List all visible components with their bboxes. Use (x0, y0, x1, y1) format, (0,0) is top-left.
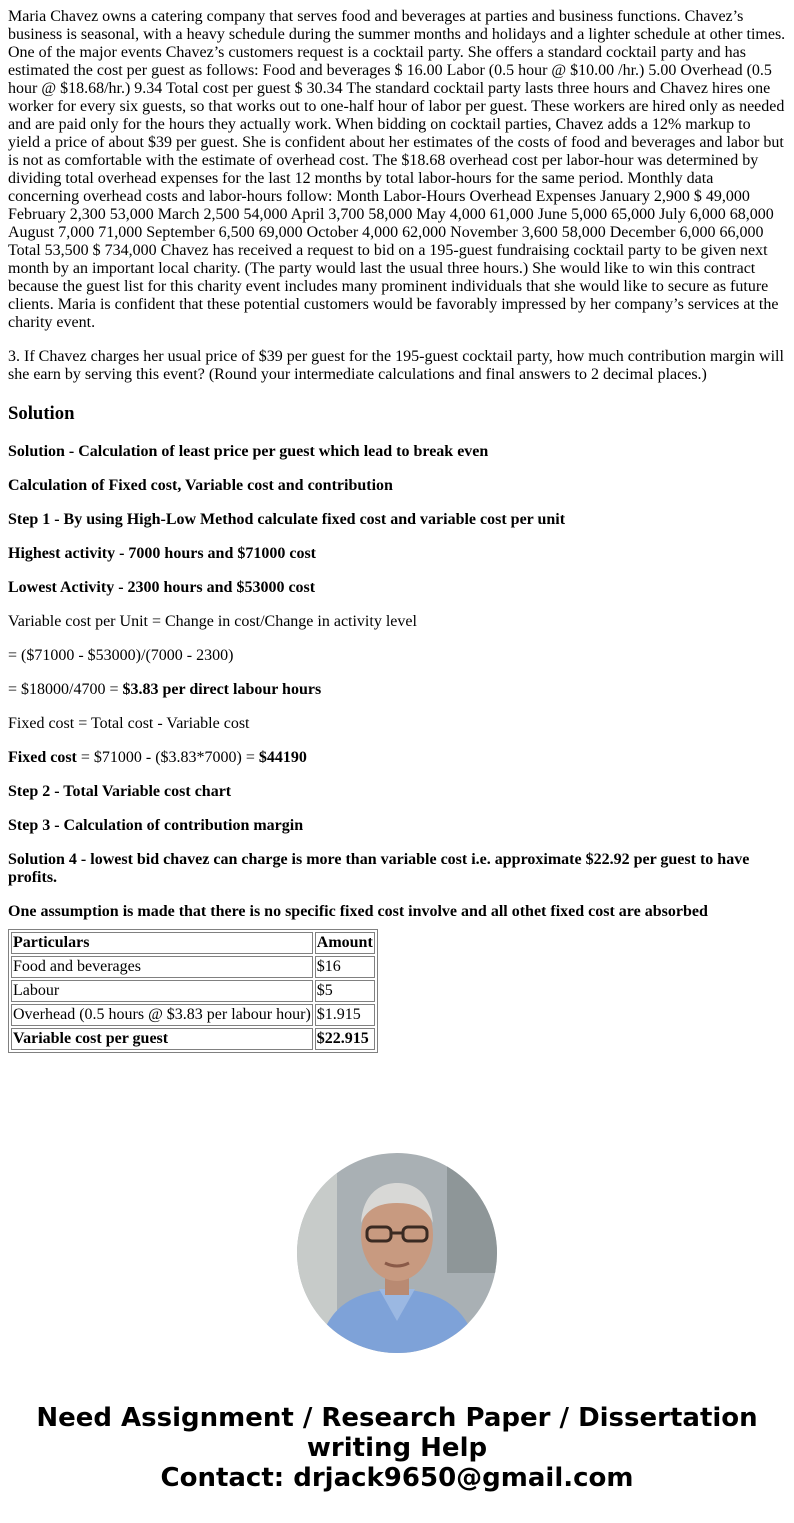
assumption: One assumption is made that there is no specific fixed cost involve and all othet fixed cost are absorbed (8, 903, 708, 920)
fc-calc: = $71000 - ($3.83*7000) = (76, 749, 259, 766)
table-row (11, 980, 375, 1002)
question-text: 3. If Chavez charges her usual price of $39 per guest for the 195-guest cocktail party, how much contribution margin will she earn by serving this event? (Round your intermediate calculations and final answers to 2 decimal places.) (8, 348, 784, 383)
step-3: Step 3 - Calculation of contribution margin (8, 817, 304, 834)
lowest-activity: Lowest Activity - 2300 hours and $53000 cost (8, 579, 316, 596)
promo-banner (0, 1403, 794, 1493)
promo-contact: Contact: drjack9650@gmail.com (160, 1463, 634, 1493)
variable-cost-result (8, 681, 786, 699)
table-cell: $1.915 (315, 1004, 375, 1026)
problem-text: Maria Chavez owns a catering company that serves food and beverages at parties and business functions. Chavez’s business is seasonal, with a heavy schedule during the summer months and holidays and a lighter schedule at other times. One of the major events Chavez’s customers request is a cocktail party. She offers a standard cocktail party and has estimated the cost per guest as follows: Food and beverages $ 16.00 Labor (0.5 hour @ $10.00 /hr.) 5.00 Overhead (0.5 hour @ $18.68/hr.) 9.34 Total cost per guest $ 30.34 The standard cocktail party lasts three hours and Chavez hires one worker for every six guests, so that works out to one-half hour of labor per guest. These workers are hired only as needed and are paid only for the hours they actually work. When bidding on cocktail parties, Chavez adds a 12% markup to yield a price of about $39 per guest. She is confident about her estimates of the costs of food and beverages and labor but is not as comfortable with the estimate of overhead cost. The $18.68 overhead cost per labor-hour was determined by dividing total overhead expenses for the last 12 months by total labor-hours for the same period. Monthly data concerning overhead costs and labor-hours follow: Month Labor-Hours Overhead Expenses January 2,900 $ 49,000 February 2,300 53,000 March 2,500 54,000 April 3,700 58,000 May 4,000 61,000 June 5,000 65,000 July 6,000 68,000 August 7,000 71,000 September 6,500 69,000 October 4,000 62,000 November 3,600 58,000 December 6,000 66,000 Total 53,500 $ 734,000 Chavez has received a request to bid on a 195-guest fundraising cocktail party to be given next month by an important local charity. (The party would last the usual three hours.) She would like to win this contract because the guest list for this charity event includes many prominent individuals that she would like to secure as future clients. Maria is confident that these potential customers would be favorably impressed by her company’s services at the charity event. (8, 8, 786, 331)
table-row (11, 956, 375, 978)
step-2: Step 2 - Total Variable cost chart (8, 783, 232, 800)
fc-result: $44190 (258, 749, 307, 766)
solution-heading: Solution (8, 403, 75, 424)
avatar-portrait-icon (297, 1153, 497, 1353)
table-row (11, 1004, 375, 1026)
avatar (297, 1153, 497, 1353)
solution-4: Solution 4 - lowest bid chavez can charge is more than variable cost i.e. approximate $22.92 per guest to have profits. (8, 851, 750, 886)
table-header-row (11, 932, 375, 954)
table-cell: Labour (11, 980, 313, 1002)
promo-line-2: writing Help (306, 1433, 488, 1463)
vc-result-prefix: = $18000/4700 = (8, 681, 123, 698)
table-total-value: $22.915 (315, 1028, 375, 1050)
variable-cost-formula: Variable cost per Unit = Change in cost/Change in activity level (8, 613, 417, 630)
step-1: Step 1 - By using High-Low Method calculate fixed cost and variable cost per unit (8, 511, 566, 528)
table-cell: Overhead (0.5 hours @ $3.83 per labour hour) (11, 1004, 313, 1026)
table-header-particulars: Particulars (11, 932, 313, 954)
fixed-cost-formula: Fixed cost = Total cost - Variable cost (8, 715, 250, 732)
variable-cost-table (8, 929, 378, 1053)
variable-cost-calc: = ($71000 - $53000)/(7000 - 2300) (8, 647, 234, 664)
vc-result-value: $3.83 per direct labour hours (122, 681, 322, 698)
table-cell: $5 (315, 980, 375, 1002)
solution-subtitle: Solution - Calculation of least price per guest which lead to break even (8, 443, 489, 460)
promo-line-1: Need Assignment / Research Paper / Dissertation (36, 1403, 758, 1433)
table-total-row (11, 1028, 375, 1050)
fc-label: Fixed cost (8, 749, 77, 766)
table-header-amount: Amount (315, 932, 375, 954)
fixed-cost-calc (8, 749, 786, 767)
highest-activity: Highest activity - 7000 hours and $71000 cost (8, 545, 316, 562)
table-cell: $16 (315, 956, 375, 978)
table-total-label: Variable cost per guest (11, 1028, 313, 1050)
calc-title: Calculation of Fixed cost, Variable cost and contribution (8, 477, 393, 494)
table-cell: Food and beverages (11, 956, 313, 978)
